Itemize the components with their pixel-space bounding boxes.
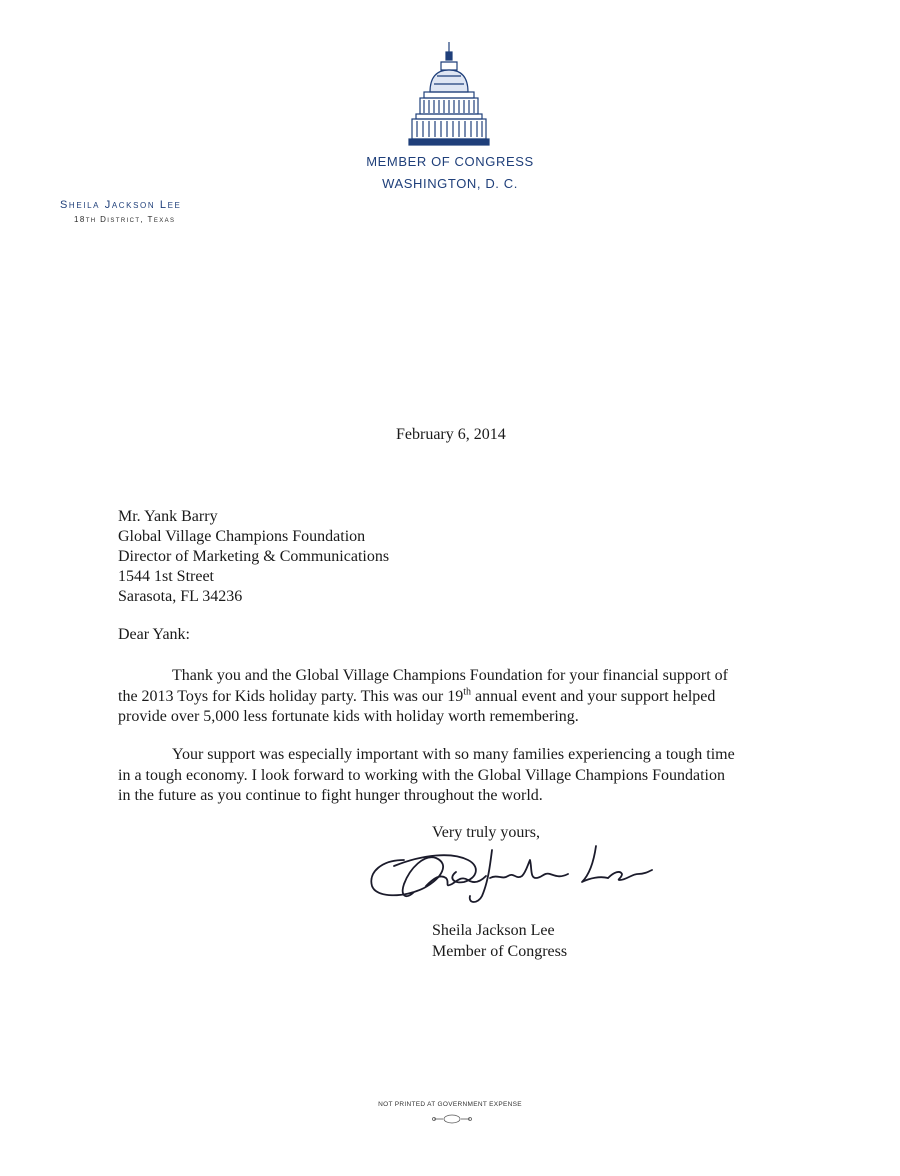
signer-block <box>432 920 567 962</box>
paragraph-text: the 2013 Toys for Kids holiday party. This was our 19 <box>118 687 464 705</box>
ordinal-suffix: th <box>463 686 471 698</box>
letterhead-member-district: 18th District, Texas <box>74 215 176 224</box>
recipient-name: Mr. Yank Barry <box>118 508 218 525</box>
recipient-title: Director of Marketing & Communications <box>118 548 390 565</box>
salutation: Dear Yank: <box>118 626 190 643</box>
paragraph-line: Thank you and the Global Village Champions Foundation for your financial support of <box>172 667 728 684</box>
handwritten-signature <box>364 838 656 910</box>
letterhead-member-of-congress: MEMBER OF CONGRESS <box>366 154 534 169</box>
letterhead-member-name: Sheila Jackson Lee <box>60 199 182 211</box>
union-bug-icon <box>430 1114 474 1124</box>
paragraph-line <box>118 687 790 708</box>
paragraph-text: annual event and your support helped <box>471 687 716 705</box>
paragraph-line: Your support was especially important with so many families experiencing a tough time <box>172 746 735 763</box>
closing: Very truly yours, <box>432 824 540 841</box>
paragraph-line: in the future as you continue to fight hunger throughout the world. <box>118 787 543 804</box>
signer-title: Member of Congress <box>432 943 568 960</box>
paragraph-line: in a tough economy. I look forward to working with the Global Village Champions Foundation <box>118 766 725 784</box>
letter-date: February 6, 2014 <box>396 426 506 443</box>
capitol-dome-icon <box>408 40 490 152</box>
recipient-city-state-zip: Sarasota, FL 34236 <box>118 588 243 605</box>
footer-notice: NOT PRINTED AT GOVERNMENT EXPENSE <box>378 1101 522 1108</box>
recipient-address <box>118 507 389 607</box>
recipient-street: 1544 1st Street <box>118 568 214 585</box>
body-paragraph-1 <box>118 666 790 728</box>
recipient-organization: Global Village Champions Foundation <box>118 528 366 545</box>
letterhead-washington: WASHINGTON, D. C. <box>382 176 518 191</box>
body-paragraph-2 <box>118 745 790 807</box>
signer-name: Sheila Jackson Lee <box>432 922 555 939</box>
paragraph-line: provide over 5,000 less fortunate kids with holiday worth remembering. <box>118 708 579 725</box>
